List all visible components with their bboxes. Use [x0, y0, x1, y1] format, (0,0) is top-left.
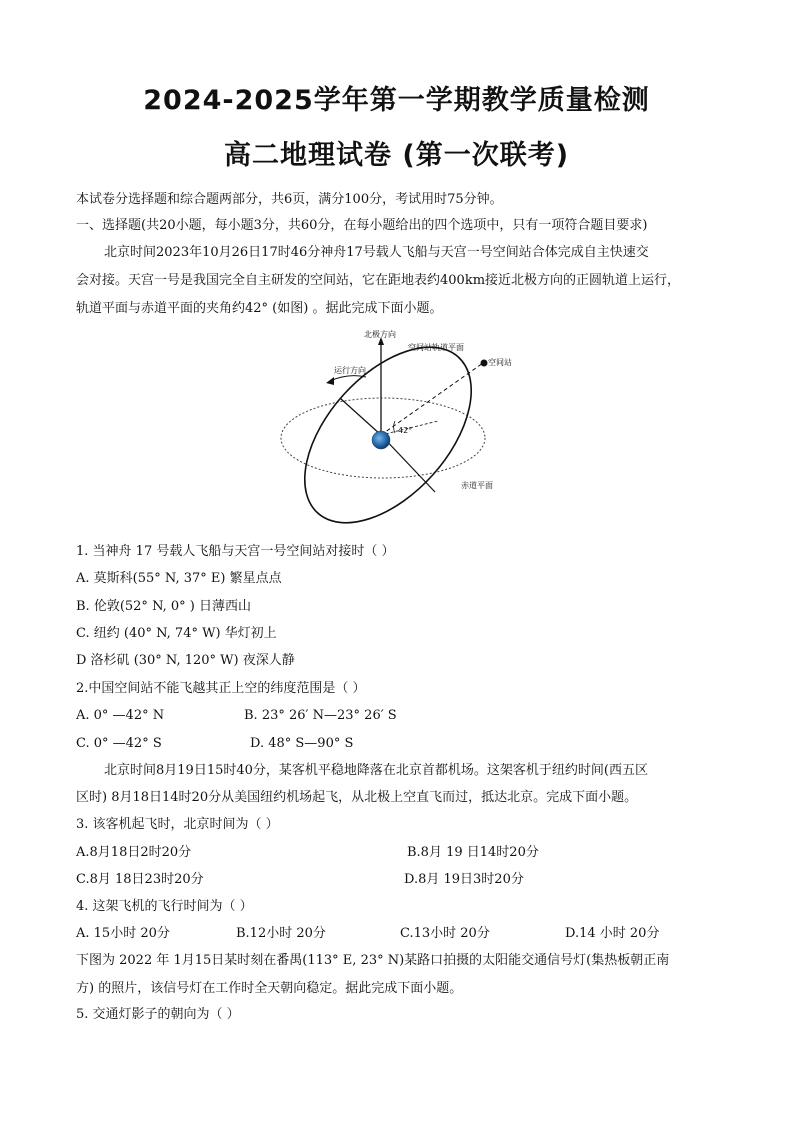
- space-station-dot: [481, 360, 488, 367]
- q1-option-c: C. 纽约 (40° N, 74° W) 华灯初上: [76, 626, 277, 641]
- page-title: 2024-2025学年第一学期教学质量检测: [143, 85, 650, 116]
- q1-option-b: B. 伦敦(52° N, 0° ) 日薄西山: [76, 599, 251, 614]
- q2-option-d: D. 48° S—90° S: [250, 736, 354, 751]
- orbit-plane-label: 空间站轨道平面: [408, 343, 464, 352]
- passage1-line3: 轨道平面与赤道平面的夹角约42° (如图) 。据此完成下面小题。: [76, 301, 443, 316]
- exam-intro: 本试卷分选择题和综合题两部分，共6页，满分100分，考试用时75分钟。: [76, 192, 503, 207]
- north-label: 北极方向: [364, 330, 396, 339]
- passage1-line1: 北京时间2023年10月26日17时46分神舟17号载人飞船与天宫一号空间站合体完成自主快速交: [104, 245, 649, 260]
- q1-stem: 1. 当神舟 17 号载人飞船与天宫一号空间站对接时（ ）: [76, 544, 395, 559]
- section-heading: 一、选择题(共20小题，每小题3分，共60分，在每小题给出的四个选项中，只有一项符合题目要求): [76, 218, 648, 233]
- q3-option-d: D.8月 19日3时20分: [404, 872, 524, 887]
- q4-option-b: B.12小时 20分: [236, 926, 326, 941]
- q3-option-b: B.8月 19 日14时20分: [407, 845, 539, 860]
- passage2-line2: 区时) 8月18日14时20分从美国纽约机场起飞，从北极上空直飞而过，抵达北京。完成下面小题。: [76, 790, 638, 805]
- passage3-line2: 方) 的照片，该信号灯在工作时全天朝向稳定。据此完成下面小题。: [76, 981, 463, 996]
- orbit-spoke-station: [381, 363, 483, 435]
- q5-stem: 5. 交通灯影子的朝向为（ ）: [76, 1007, 240, 1022]
- q3-option-c: C.8月 18日23时20分: [76, 872, 204, 887]
- direction-arrowhead: [326, 377, 334, 385]
- passage2-line1: 北京时间8月19日15时40分，某客机平稳地降落在北京首都机场。这架客机于纽约时间(西五区: [104, 763, 648, 778]
- q3-option-a: A.8月18日2时20分: [76, 845, 192, 860]
- orbit-spoke-left: [340, 398, 381, 435]
- q2-option-c: C. 0° —42° S: [76, 736, 162, 751]
- q4-option-a: A. 15小时 20分: [76, 926, 170, 941]
- q2-stem: 2.中国空间站不能飞越其正上空的纬度范围是（ ）: [76, 681, 366, 696]
- passage1-line2: 会对接。天宫一号是我国完全自主研发的空间站，它在距地表约400km接近北极方向的正圆轨道上运行，: [76, 273, 681, 288]
- direction-label: 运行方向: [334, 366, 366, 375]
- angle-label: 42°: [398, 426, 413, 435]
- q1-option-a: A. 莫斯科(55° N, 37° E) 繁星点点: [76, 571, 282, 586]
- equator-plane-label: 赤道平面: [461, 481, 493, 490]
- angle-arc: [394, 421, 395, 433]
- passage3-line1: 下图为 2022 年 1月15日某时刻在番禺(113° E, 23° N)某路口拍摄的太阳能交通信号灯(集热板朝正南: [76, 953, 670, 968]
- earth-globe: [372, 431, 390, 449]
- q2-option-b: B. 23° 26′ N—23° 26′ S: [244, 708, 397, 723]
- q4-option-d: D.14 小时 20分: [565, 926, 660, 941]
- q4-stem: 4. 这架飞机的飞行时间为（ ）: [76, 899, 253, 914]
- station-label: 空间站: [488, 358, 512, 367]
- orbit-diagram: [278, 325, 512, 525]
- q3-stem: 3. 该客机起飞时，北京时间为（ ）: [76, 817, 279, 832]
- q1-option-d: D 洛杉矶 (30° N, 120° W) 夜深人静: [76, 653, 295, 668]
- page-subtitle: 高二地理试卷 (第一次联考): [223, 140, 570, 171]
- q2-option-a: A. 0° —42° N: [76, 708, 165, 723]
- q4-option-c: C.13小时 20分: [400, 926, 490, 941]
